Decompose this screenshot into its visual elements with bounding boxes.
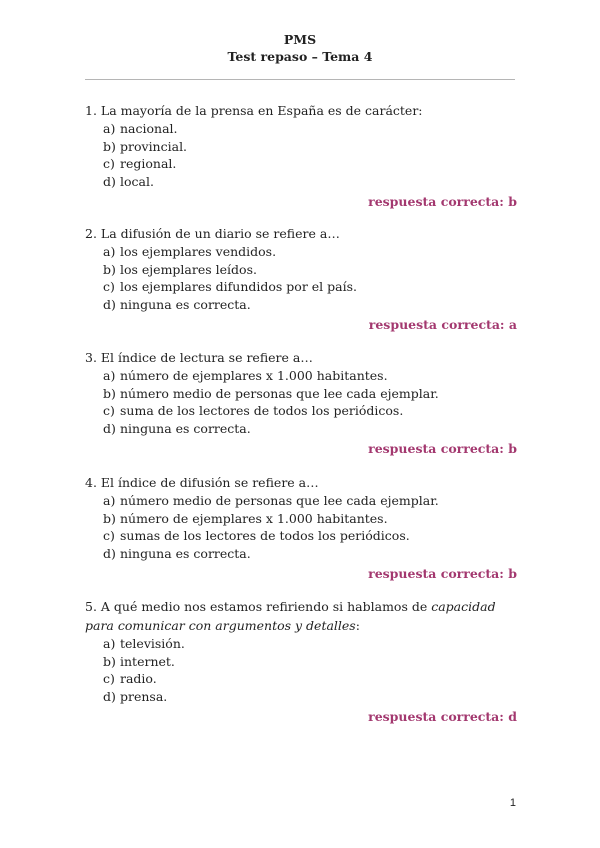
question-text [85,597,517,635]
option-c [85,527,517,545]
page-number: 1 [509,797,516,809]
header-divider [85,79,515,80]
question-text: 3. El índice de lectura se refiere a… [85,350,313,365]
option-list [85,243,517,313]
option-a [85,120,517,138]
option-c [85,278,517,296]
option-text: suma de los lectores de todos los periódicos. [120,403,404,418]
correct-answer: respuesta correcta: a [368,317,517,332]
option-a [85,243,517,261]
question-3 [85,348,517,457]
option-letter: a) [103,368,116,383]
option-b [85,653,517,671]
correct-answer: respuesta correcta: b [368,194,517,209]
option-a [85,635,517,653]
option-letter: b) [103,385,116,401]
option-letter: d) [103,296,116,312]
question-text: 1. La mayoría de la prensa en España es de carácter: [85,103,423,118]
option-text: ninguna es correcta. [120,420,251,436]
document-header [0,31,600,65]
option-b [85,385,517,403]
question-text: 2. La difusión de un diario se refiere a… [85,226,340,241]
option-letter: c) [103,671,115,686]
option-list [85,635,517,705]
option-letter: d) [103,688,116,704]
option-text: número medio de personas que lee cada ejemplar. [120,385,439,401]
option-b [85,510,517,528]
option-d [85,420,517,438]
option-text: ninguna es correcta. [120,545,251,561]
question-text-suffix: : [355,618,360,633]
option-text: número de ejemplares x 1.000 habitantes. [120,368,388,383]
option-text: regional. [120,156,177,171]
question-2 [85,224,517,333]
question-4 [85,473,517,582]
option-text: nacional. [120,121,178,136]
option-text: radio. [120,671,157,686]
option-letter: a) [103,493,116,508]
option-text: número de ejemplares x 1.000 habitantes. [120,510,388,526]
option-text: los ejemplares leídos. [120,261,257,277]
question-5 [85,597,517,725]
document-title: PMS [283,32,317,47]
option-c [85,402,517,420]
option-letter: a) [103,121,116,136]
correct-answer: respuesta correcta: b [368,566,517,581]
correct-answer: respuesta correcta: d [368,709,517,724]
option-b [85,138,517,156]
option-letter: b) [103,261,116,277]
document-subtitle: Test repaso – Tema 4 [227,49,373,64]
question-1 [85,101,517,210]
correct-answer: respuesta correcta: b [368,441,517,456]
option-letter: d) [103,545,116,561]
option-letter: b) [103,653,116,669]
option-a [85,492,517,510]
option-list [85,492,517,562]
option-text: sumas de los lectores de todos los periódicos. [120,528,410,543]
option-d [85,688,517,706]
option-d [85,296,517,314]
option-letter: c) [103,156,115,171]
option-text: internet. [120,653,175,669]
option-text: prensa. [120,688,168,704]
option-d [85,173,517,191]
option-letter: b) [103,510,116,526]
option-text: provincial. [120,138,188,154]
option-text: los ejemplares vendidos. [120,244,277,259]
option-text: televisión. [120,636,185,651]
option-list [85,120,517,190]
option-letter: d) [103,173,116,189]
question-text-italic: capacidad para comunicar con argumentos y detalles [85,599,496,633]
option-letter: c) [103,403,115,418]
option-letter: c) [103,528,115,543]
question-text-prefix: 5. A qué medio nos estamos refiriendo si hablamos de [85,599,432,614]
option-d [85,545,517,563]
option-text: local. [120,173,154,189]
option-letter: a) [103,636,116,651]
option-c [85,670,517,688]
option-c [85,155,517,173]
option-text: número medio de personas que lee cada ejemplar. [120,493,439,508]
option-a [85,367,517,385]
option-letter: c) [103,279,115,294]
option-text: los ejemplares difundidos por el país. [120,279,357,294]
option-b [85,261,517,279]
option-letter: d) [103,420,116,436]
option-letter: b) [103,138,116,154]
option-letter: a) [103,244,116,259]
question-text: 4. El índice de difusión se refiere a… [85,475,319,490]
option-list [85,367,517,437]
option-text: ninguna es correcta. [120,296,251,312]
